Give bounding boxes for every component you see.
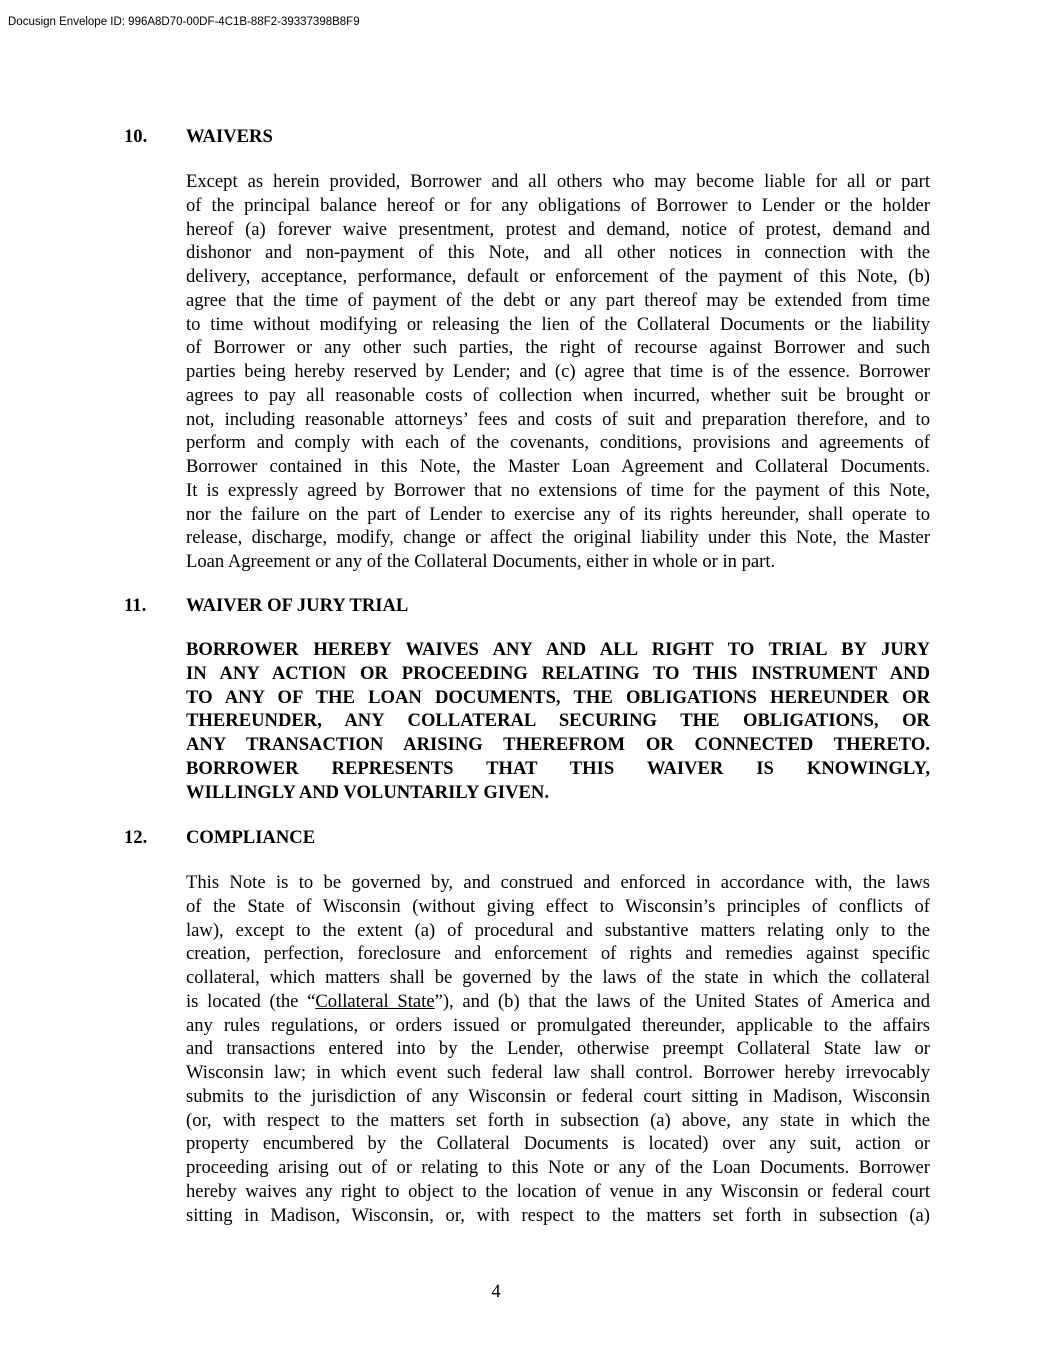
docusign-envelope-id: Docusign Envelope ID: 996A8D70-00DF-4C1B-88F2-39337398B8F9 bbox=[8, 16, 360, 28]
defined-term-collateral-state: Collateral State bbox=[315, 990, 435, 1012]
text-line: of Borrower or any other such parties, the right of recourse against Borrower and such bbox=[186, 337, 930, 359]
page-number: 4 bbox=[491, 1281, 501, 1302]
text-line: This Note is to be governed by, and construed and enforced in accordance with, the laws bbox=[186, 872, 930, 893]
text-line: agree that the time of payment of the debt or any part thereof may be extended from time bbox=[186, 289, 930, 311]
text-line: It is expressly agreed by Borrower that no extensions of time for the payment of this Note, bbox=[186, 479, 930, 501]
section-number: 11. bbox=[124, 595, 147, 616]
text-line: Except as herein provided, Borrower and all others who may become liable for all or part bbox=[186, 171, 930, 192]
text-line: delivery, acceptance, performance, default or enforcement of the payment of this Note, (b) bbox=[186, 266, 930, 287]
text-line: collateral, which matters shall be governed by the laws of the state in which the collateral bbox=[186, 967, 930, 988]
text-line: nor the failure on the part of Lender to exercise any of its rights hereunder, shall operate to bbox=[186, 503, 930, 525]
text-line: creation, perfection, foreclosure and enforcement of rights and remedies against specific bbox=[186, 943, 930, 965]
section-title: COMPLIANCE bbox=[186, 827, 316, 848]
text-line: property encumbered by the Collateral Documents is located) over any suit, action or bbox=[186, 1133, 930, 1155]
text-line: agrees to pay all reasonable costs of collection when incurred, whether suit be brought or bbox=[186, 384, 930, 406]
text-line: IN ANY ACTION OR PROCEEDING RELATING TO THIS INSTRUMENT AND bbox=[186, 662, 930, 684]
text-line: law), except to the extent (a) of procedural and substantive matters relating only to the bbox=[186, 919, 930, 941]
text-line-collateral-state bbox=[186, 990, 930, 1014]
text-line: Borrower contained in this Note, the Master Loan Agreement and Collateral Documents. bbox=[186, 456, 930, 477]
text-line: ANY TRANSACTION ARISING THEREFROM OR CONNECTED THERETO. bbox=[186, 734, 930, 755]
text-line: sitting in Madison, Wisconsin, or, with respect to the matters set forth in subsection (a) bbox=[186, 1204, 930, 1226]
text-line: hereby waives any right to object to the location of venue in any Wisconsin or federal court bbox=[186, 1180, 930, 1202]
section-10-heading bbox=[124, 125, 934, 149]
text-line: proceeding arising out of or relating to this Note or any of the Loan Documents. Borrower bbox=[186, 1157, 930, 1178]
text-line: Wisconsin law; in which event such federal law shall control. Borrower hereby irrevocably bbox=[186, 1062, 930, 1083]
text-line: BORROWER HEREBY WAIVES ANY AND ALL RIGHT TO TRIAL BY JURY bbox=[186, 639, 930, 660]
text-line: to time without modifying or releasing the lien of the Collateral Documents or the liability bbox=[186, 313, 930, 335]
text-line: not, including reasonable attorneys’ fees and costs of suit and preparation therefore, and to bbox=[186, 408, 930, 430]
section-12-heading bbox=[124, 826, 934, 850]
text-line: TO ANY OF THE LOAN DOCUMENTS, THE OBLIGATIONS HEREUNDER OR bbox=[186, 686, 930, 708]
section-11-body bbox=[186, 638, 930, 804]
text-line: (or, with respect to the matters set forth in subsection (a) above, any state in which the bbox=[186, 1109, 930, 1131]
text-line: Loan Agreement or any of the Collateral Documents, either in whole or in part. bbox=[186, 551, 776, 572]
section-10-body bbox=[186, 170, 930, 574]
text-line: any rules regulations, or orders issued or promulgated thereunder, applicable to the affairs bbox=[186, 1014, 930, 1036]
text-line: hereof (a) forever waive presentment, protest and demand, notice of protest, demand and bbox=[186, 218, 930, 240]
text-line: submits to the jurisdiction of any Wisconsin or federal court sitting in Madison, Wisconsin bbox=[186, 1085, 930, 1107]
text-line: WILLINGLY AND VOLUNTARILY GIVEN. bbox=[186, 781, 549, 803]
text-line: BORROWER REPRESENTS THAT THIS WAIVER IS KNOWINGLY, bbox=[186, 757, 930, 779]
text-line: THEREUNDER, ANY COLLATERAL SECURING THE OBLIGATIONS, OR bbox=[186, 710, 930, 732]
section-12-body bbox=[186, 871, 930, 1227]
text-line: parties being hereby reserved by Lender; and (c) agree that time is of the essence. Borrower bbox=[186, 361, 930, 382]
text-line: and transactions entered into by the Lender, otherwise preempt Collateral State law or bbox=[186, 1038, 930, 1060]
text-line: dishonor and non-payment of this Note, and all other notices in connection with the bbox=[186, 242, 930, 264]
text-line: of the principal balance hereof or for any obligations of Borrower to Lender or the holder bbox=[186, 194, 930, 216]
text-line: perform and comply with each of the covenants, conditions, provisions and agreements of bbox=[186, 432, 930, 454]
section-title: WAIVERS bbox=[186, 126, 273, 147]
text-line: of the State of Wisconsin (without giving effect to Wisconsin’s principles of conflicts of bbox=[186, 895, 930, 917]
section-number: 12. bbox=[124, 827, 148, 848]
text-line: release, discharge, modify, change or affect the original liability under this Note, the Master bbox=[186, 527, 930, 549]
section-number: 10. bbox=[124, 126, 148, 147]
text-fragment: ”), and (b) that the laws of the United States of America and bbox=[434, 990, 930, 1012]
section-title: WAIVER OF JURY TRIAL bbox=[186, 595, 409, 616]
section-11-heading bbox=[124, 594, 934, 618]
text-fragment: is located (the “ bbox=[186, 990, 316, 1012]
